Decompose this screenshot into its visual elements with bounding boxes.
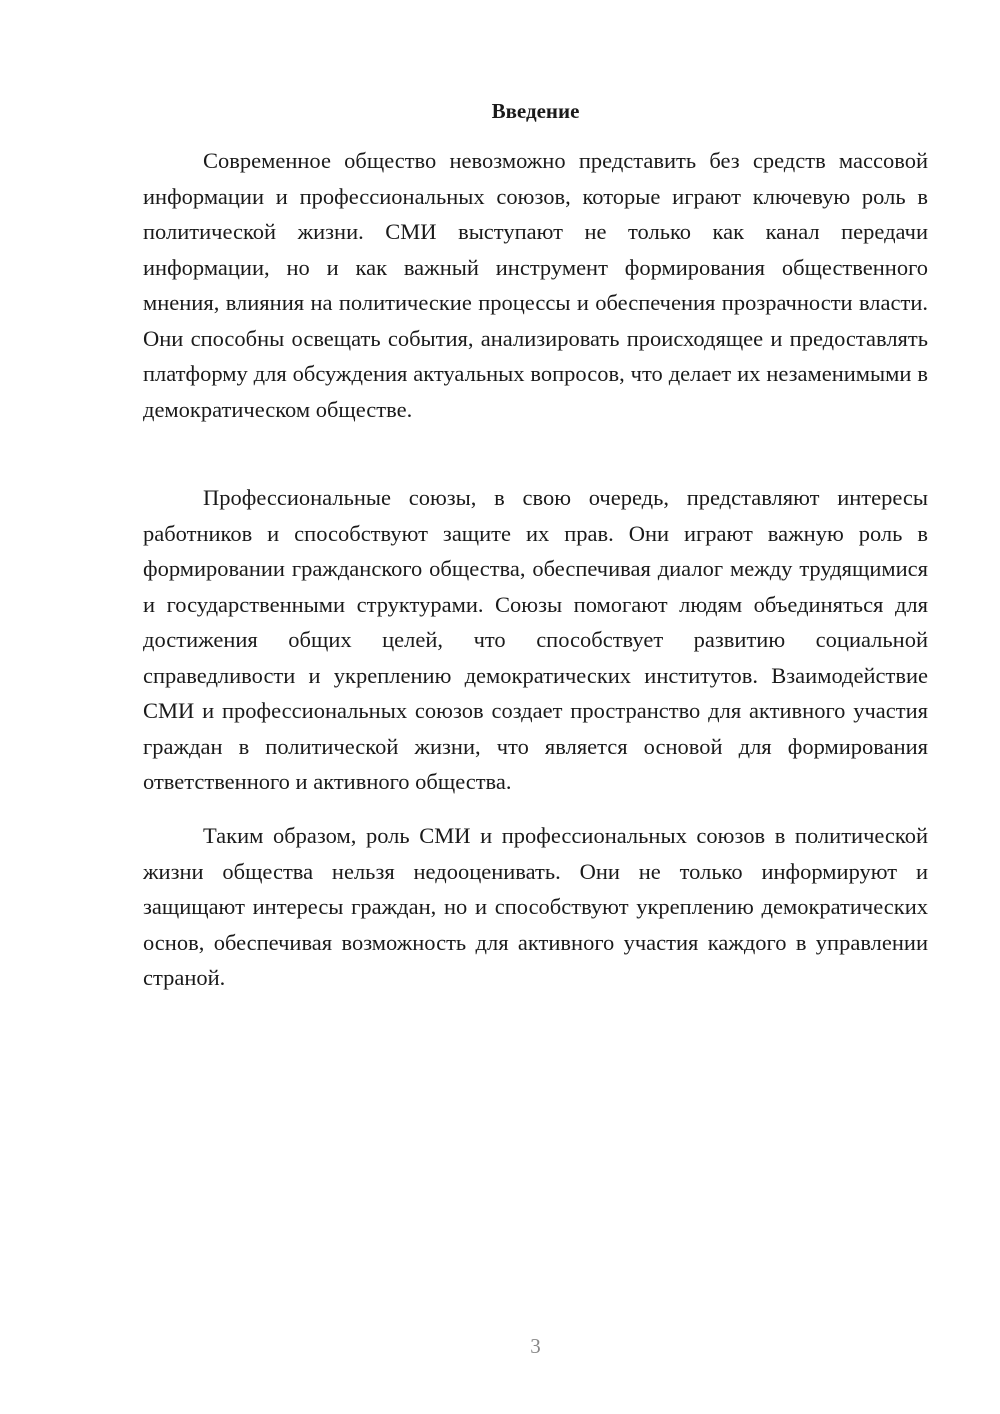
paragraph-text: Таким образом, роль СМИ и профессиональных союзов в политической жизни общества нельзя недооценивать. Они не только информируют и защищают интересы граждан, но и способствуют укреплению демократических основ, обеспечивая возможность для активного участия каждого в управлении страной.: [143, 823, 928, 990]
section-title: Введение: [491, 99, 580, 123]
paragraph-text: Профессиональные союзы, в свою очередь, представляют интересы работников и способствуют защите их прав. Они играют важную роль в формировании гражданского общества, обеспечивая диалог между трудящимися и государственными структурами. Союзы помогают людям объединяться для достижения общих целей, что способствует развитию социальной справедливости и укреплению демократических институтов. Взаимодействие СМИ и профессиональных союзов создает пространство для активного участия граждан в политической жизни, что является основой для формирования ответственного и активного общества.: [143, 485, 928, 794]
page-number: 3: [530, 1334, 541, 1358]
paragraph-1: [143, 143, 928, 427]
paragraph-3: [143, 818, 928, 996]
paragraph-2: [143, 480, 928, 800]
paragraph-text: Современное общество невозможно представить без средств массовой информации и профессиональных союзов, которые играют ключевую роль в политической жизни. СМИ выступают не только как канал передачи информации, но и как важный инструмент формирования общественного мнения, влияния на политические процессы и обеспечения прозрачности власти. Они способны освещать события, анализировать происходящее и предоставлять платформу для обсуждения актуальных вопросов, что делает их незаменимыми в демократическом обществе.: [143, 148, 928, 422]
